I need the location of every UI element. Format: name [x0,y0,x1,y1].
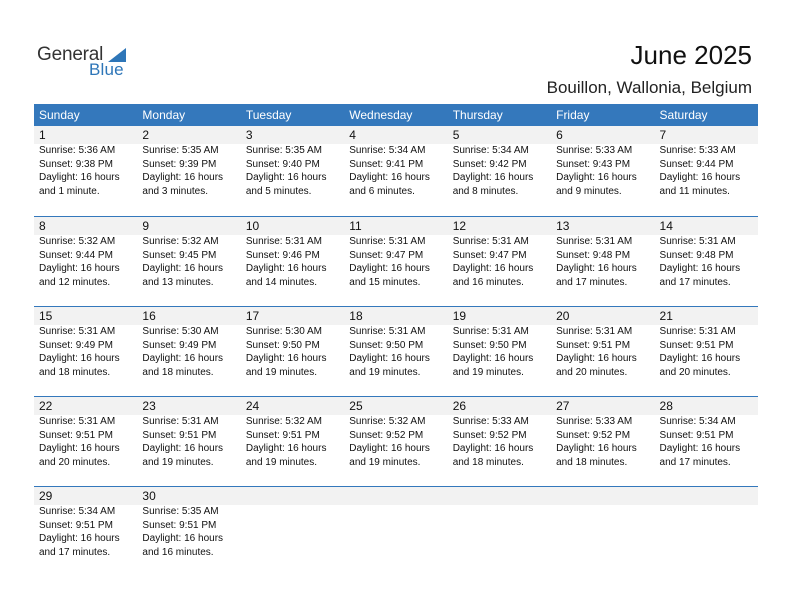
sunset-text: Sunset: 9:45 PM [142,249,217,261]
week-days [34,487,758,559]
day-cell [34,126,137,198]
daylight-text: Daylight: 16 hours [349,443,430,454]
calendar-week [34,216,758,306]
daylight-text: Daylight: 16 hours [349,172,430,183]
sunset-text: Sunset: 9:51 PM [142,429,217,441]
daylight-text: Daylight: 16 hours [142,353,224,364]
sunset-text: Sunset: 9:42 PM [452,158,527,170]
day-cell [655,217,758,289]
day-cell [34,487,137,559]
sunrise-text: Sunrise: 5:33 AM [556,145,633,156]
sunrise-text: Sunrise: 5:34 AM [659,416,736,427]
weekday-saturday: Saturday [659,108,708,122]
day-number: 11 [349,219,362,233]
day-cell [655,126,758,198]
day-number: 12 [452,219,467,233]
sunrise-text: Sunrise: 5:31 AM [142,416,219,427]
day-number: 14 [659,219,673,233]
weekday-sunday: Sunday [39,108,80,122]
day-cell [241,217,344,289]
sunrise-text: Sunrise: 5:32 AM [39,236,116,247]
daylight-text: Daylight: 16 hours [142,533,224,544]
day-cell [448,217,551,289]
day-number: 8 [39,219,46,233]
sunset-text: Sunset: 9:51 PM [659,429,734,441]
day-cell [241,397,344,469]
weekday-tuesday: Tuesday [245,108,292,122]
week-days [34,307,758,379]
day-number: 7 [659,128,667,142]
day-cell [551,217,654,289]
empty-day-cell [344,487,447,559]
sunset-text: Sunset: 9:50 PM [245,339,320,351]
sunrise-text: Sunrise: 5:31 AM [452,326,529,337]
sunset-text: Sunset: 9:46 PM [245,249,320,261]
weekday-wednesday: Wednesday [349,108,413,122]
week-days [34,397,758,469]
day-cell [34,397,137,469]
day-number: 9 [142,219,150,233]
sunrise-text: Sunrise: 5:36 AM [39,145,116,156]
logo-general-text: General [37,44,104,65]
sunrise-text: Sunrise: 5:31 AM [39,416,116,427]
day-number: 6 [556,128,563,142]
daylight-text: Daylight: 16 hours [39,353,120,364]
day-cell [655,307,758,379]
day-cell [448,307,551,379]
day-number: 2 [142,128,150,142]
day-number: 28 [659,399,673,413]
daylight-minutes-text: and 19 minutes. [245,366,318,378]
daylight-minutes-text: and 18 minutes. [452,456,524,468]
day-cell [344,307,447,379]
day-number: 3 [245,128,253,142]
day-number: 4 [349,128,356,142]
sunset-text: Sunset: 9:47 PM [349,249,424,261]
sunrise-text: Sunrise: 5:34 AM [452,145,529,156]
sunrise-text: Sunrise: 5:32 AM [349,416,426,427]
daylight-minutes-text: and 19 minutes. [452,366,524,378]
sunset-text: Sunset: 9:51 PM [142,519,217,531]
daylight-minutes-text: and 17 minutes. [659,456,731,468]
day-cell [551,126,654,198]
day-number: 25 [349,399,363,413]
day-number: 15 [39,309,53,323]
daylight-minutes-text: and 16 minutes. [142,546,214,558]
daylight-minutes-text: and 20 minutes. [39,456,111,468]
weekday-thursday: Thursday [452,108,503,122]
daylight-text: Daylight: 16 hours [142,263,224,274]
sunrise-text: Sunrise: 5:33 AM [452,416,529,427]
sunrise-text: Sunrise: 5:34 AM [349,145,426,156]
day-number: 17 [245,309,260,323]
day-number: 13 [556,219,570,233]
sunset-text: Sunset: 9:52 PM [349,429,424,441]
daylight-text: Daylight: 16 hours [659,443,741,454]
daylight-text: Daylight: 16 hours [245,172,327,183]
daylight-minutes-text: and 9 minutes. [556,185,622,197]
day-number: 21 [659,309,673,323]
daylight-text: Daylight: 16 hours [39,443,120,454]
page-title: June 2025 [630,40,752,70]
day-cell [448,126,551,198]
day-number: 1 [39,128,46,142]
day-number: 27 [556,399,570,413]
weekday-header [34,104,758,126]
day-number: 16 [142,309,156,323]
sunset-text: Sunset: 9:48 PM [659,249,734,261]
day-number: 26 [452,399,467,413]
daylight-text: Daylight: 16 hours [556,263,637,274]
daylight-minutes-text: and 19 minutes. [349,456,421,468]
sunset-text: Sunset: 9:51 PM [659,339,734,351]
day-cell [137,126,240,198]
daylight-text: Daylight: 16 hours [349,263,430,274]
sunrise-text: Sunrise: 5:31 AM [349,326,426,337]
day-number: 20 [556,309,570,323]
daylight-minutes-text: and 18 minutes. [556,456,628,468]
daylight-minutes-text: and 12 minutes. [39,276,111,288]
daylight-minutes-text: and 11 minutes. [659,185,730,197]
sunrise-text: Sunrise: 5:35 AM [142,506,219,517]
logo [37,44,147,80]
logo-blue-text: Blue [89,60,124,79]
day-cell [551,397,654,469]
empty-day-cell [241,487,344,559]
daylight-minutes-text: and 17 minutes. [556,276,628,288]
sunrise-text: Sunrise: 5:32 AM [245,416,322,427]
day-number: 18 [349,309,363,323]
daylight-text: Daylight: 16 hours [39,533,120,544]
daylight-minutes-text: and 19 minutes. [245,456,318,468]
sunset-text: Sunset: 9:51 PM [39,429,113,441]
day-number: 24 [245,399,260,413]
day-cell [34,217,137,289]
sunset-text: Sunset: 9:51 PM [39,519,113,531]
daylight-text: Daylight: 16 hours [39,263,120,274]
sunrise-text: Sunrise: 5:31 AM [452,236,529,247]
sunset-text: Sunset: 9:49 PM [39,339,113,351]
day-number: 22 [39,399,53,413]
calendar [34,104,758,576]
daylight-text: Daylight: 16 hours [659,353,741,364]
daylight-text: Daylight: 16 hours [245,263,327,274]
sunset-text: Sunset: 9:38 PM [39,158,113,170]
sunset-text: Sunset: 9:44 PM [39,249,113,261]
sunset-text: Sunset: 9:52 PM [452,429,527,441]
sunrise-text: Sunrise: 5:31 AM [556,236,633,247]
sunrise-text: Sunrise: 5:31 AM [556,326,633,337]
location-subtitle: Bouillon, Wallonia, Belgium [546,78,752,97]
daylight-text: Daylight: 16 hours [142,443,224,454]
daylight-text: Daylight: 16 hours [556,353,637,364]
calendar-week [34,396,758,486]
daylight-text: Daylight: 16 hours [556,443,637,454]
day-cell [344,126,447,198]
daylight-text: Daylight: 16 hours [556,172,637,183]
sunrise-text: Sunrise: 5:34 AM [39,506,116,517]
daylight-text: Daylight: 16 hours [245,353,327,364]
empty-day-cell [655,487,758,559]
daylight-minutes-text: and 13 minutes. [142,276,214,288]
sunrise-text: Sunrise: 5:31 AM [245,236,322,247]
day-cell [137,307,240,379]
daylight-minutes-text: and 17 minutes. [659,276,731,288]
day-cell [241,307,344,379]
weekday-monday: Monday [142,108,186,122]
daylight-minutes-text: and 8 minutes. [452,185,519,197]
sunrise-text: Sunrise: 5:33 AM [659,145,736,156]
day-number: 30 [142,489,156,503]
daylight-text: Daylight: 16 hours [452,263,534,274]
daylight-text: Daylight: 16 hours [142,172,224,183]
day-cell [655,397,758,469]
daylight-minutes-text: and 1 minute. [39,185,100,197]
daylight-minutes-text: and 15 minutes. [349,276,421,288]
daylight-minutes-text: and 5 minutes. [245,185,312,197]
sunrise-text: Sunrise: 5:30 AM [245,326,322,337]
daylight-text: Daylight: 16 hours [39,172,120,183]
sunset-text: Sunset: 9:39 PM [142,158,217,170]
daylight-minutes-text: and 17 minutes. [39,546,111,558]
day-cell [344,397,447,469]
calendar-week [34,126,758,216]
day-cell [344,217,447,289]
sunrise-text: Sunrise: 5:35 AM [245,145,322,156]
sunrise-text: Sunrise: 5:31 AM [659,236,736,247]
sunset-text: Sunset: 9:51 PM [556,339,631,351]
daylight-minutes-text: and 14 minutes. [245,276,318,288]
calendar-week [34,306,758,396]
daylight-minutes-text: and 3 minutes. [142,185,209,197]
day-number: 5 [452,128,460,142]
sunset-text: Sunset: 9:49 PM [142,339,217,351]
weekday-friday: Friday [556,108,590,122]
empty-day-cell [551,487,654,559]
day-cell [137,487,240,559]
day-cell [448,397,551,469]
sunrise-text: Sunrise: 5:31 AM [659,326,736,337]
week-days [34,126,758,198]
sunset-text: Sunset: 9:52 PM [556,429,631,441]
sunrise-text: Sunrise: 5:35 AM [142,145,219,156]
daylight-minutes-text: and 19 minutes. [142,456,214,468]
sunset-text: Sunset: 9:50 PM [452,339,527,351]
daylight-minutes-text: and 20 minutes. [659,366,731,378]
sunset-text: Sunset: 9:44 PM [659,158,734,170]
sunrise-text: Sunrise: 5:31 AM [349,236,426,247]
day-cell [551,307,654,379]
day-number: 23 [142,399,156,413]
day-cell [137,217,240,289]
day-number: 29 [39,489,53,503]
daylight-text: Daylight: 16 hours [659,172,741,183]
daylight-minutes-text: and 19 minutes. [349,366,421,378]
daylight-text: Daylight: 16 hours [452,353,534,364]
sunset-text: Sunset: 9:43 PM [556,158,631,170]
day-cell [241,126,344,198]
day-cell [34,307,137,379]
daylight-text: Daylight: 16 hours [245,443,327,454]
day-cell [137,397,240,469]
daylight-minutes-text: and 6 minutes. [349,185,415,197]
sunset-text: Sunset: 9:40 PM [245,158,320,170]
sunset-text: Sunset: 9:51 PM [245,429,320,441]
sunrise-text: Sunrise: 5:32 AM [142,236,219,247]
daylight-minutes-text: and 16 minutes. [452,276,524,288]
sunset-text: Sunset: 9:50 PM [349,339,424,351]
sunset-text: Sunset: 9:48 PM [556,249,631,261]
day-number: 10 [245,219,260,233]
sunrise-text: Sunrise: 5:30 AM [142,326,219,337]
daylight-text: Daylight: 16 hours [659,263,741,274]
sunrise-text: Sunrise: 5:33 AM [556,416,633,427]
daylight-minutes-text: and 18 minutes. [39,366,111,378]
daylight-text: Daylight: 16 hours [452,172,534,183]
daylight-minutes-text: and 18 minutes. [142,366,214,378]
day-number: 19 [452,309,467,323]
daylight-text: Daylight: 16 hours [452,443,534,454]
sunset-text: Sunset: 9:47 PM [452,249,527,261]
calendar-week [34,486,758,576]
sunset-text: Sunset: 9:41 PM [349,158,424,170]
week-days [34,217,758,289]
calendar-weeks [34,126,758,576]
empty-day-cell [448,487,551,559]
daylight-minutes-text: and 20 minutes. [556,366,628,378]
daylight-text: Daylight: 16 hours [349,353,430,364]
sunrise-text: Sunrise: 5:31 AM [39,326,116,337]
